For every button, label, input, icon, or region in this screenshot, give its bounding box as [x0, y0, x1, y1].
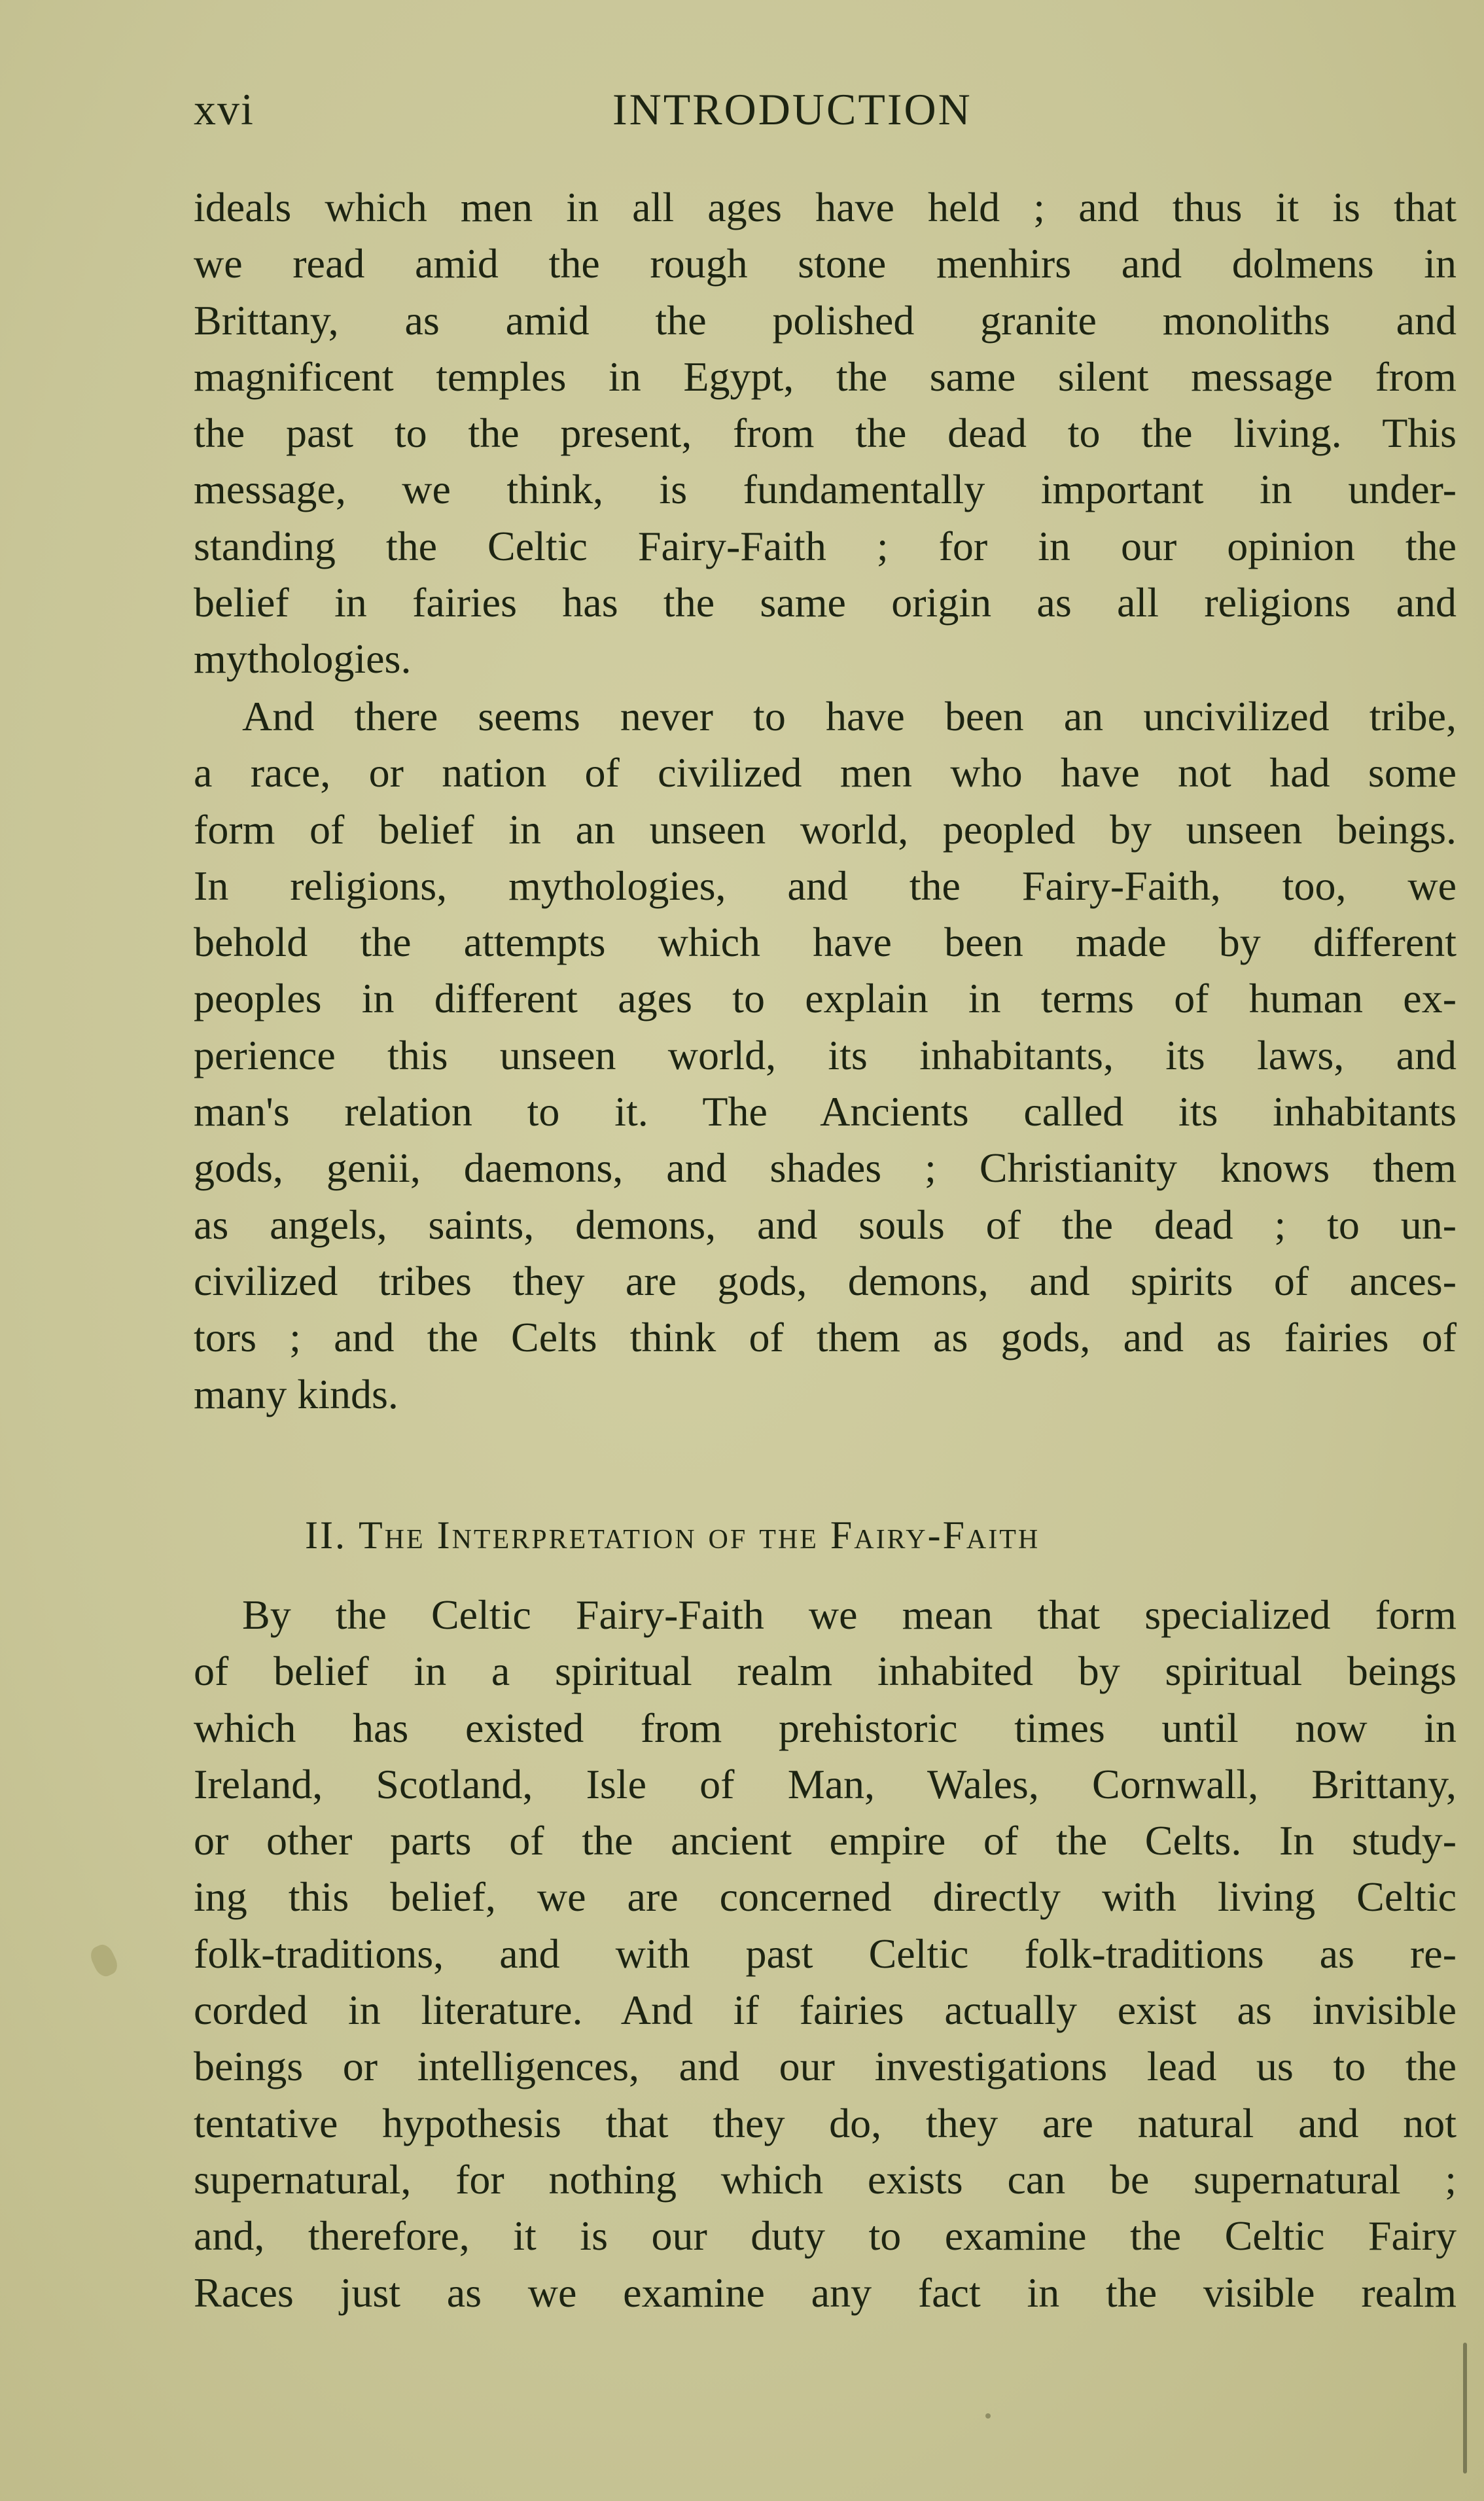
section-heading: [305, 1513, 1040, 1558]
text-line: supernatural, for nothing which exists can be supernatural ;: [194, 2155, 1457, 2203]
text-line: mythologies.: [194, 635, 412, 683]
text-line: tors ; and the Celts think of them as gods, and as fairies of: [194, 1314, 1457, 1361]
text-line: By the Celtic Fairy-Faith we mean that specialized form: [242, 1591, 1457, 1638]
text-line: beings or intelligences, and our investigations lead us to the: [194, 2043, 1457, 2090]
text-line: which has existed from prehistoric times until now in: [194, 1704, 1457, 1751]
text-line: man's relation to it. The Ancients called its inhabitants: [194, 1088, 1457, 1135]
text-line: or other parts of the ancient empire of the Celts. In study-: [194, 1817, 1457, 1864]
text-line: of belief in a spiritual realm inhabited by spiritual beings: [194, 1648, 1457, 1695]
text-line: peoples in different ages to explain in terms of human ex-: [194, 975, 1457, 1022]
text-line: form of belief in an unseen world, peopled by unseen beings.: [194, 806, 1457, 853]
text-line: folk-traditions, and with past Celtic folk-traditions as re-: [194, 1930, 1457, 1977]
text-line: ideals which men in all ages have held ; and thus it is that: [194, 184, 1457, 230]
ink-speck: [985, 2413, 991, 2419]
text-line: we read amid the rough stone menhirs and dolmens in: [194, 240, 1457, 287]
text-line: as angels, saints, demons, and souls of the dead ; to un-: [194, 1201, 1457, 1248]
text-line: message, we think, is fundamentally important in under-: [194, 466, 1457, 513]
text-line: Brittany, as amid the polished granite monoliths and: [194, 296, 1457, 344]
text-line: In religions, mythologies, and the Fairy-Faith, too, we: [194, 862, 1457, 909]
text-line: civilized tribes they are gods, demons, and spirits of ances-: [194, 1257, 1457, 1304]
text-line: and, therefore, it is our duty to examine the Celtic Fairy: [194, 2212, 1457, 2260]
text-line: corded in literature. And if fairies actually exist as invisible: [194, 1987, 1457, 2034]
text-line: the past to the present, from the dead to the living. This: [194, 410, 1457, 457]
section-number: II.: [305, 1514, 347, 1557]
text-line: magnificent temples in Egypt, the same silent message from: [194, 353, 1457, 400]
running-head: [194, 84, 1457, 149]
text-line: behold the attempts which have been made by different: [194, 919, 1457, 966]
running-title: INTRODUCTION: [612, 84, 972, 134]
text-line: standing the Celtic Fairy-Faith ; for in our opinion the: [194, 522, 1457, 569]
section-title: The Interpretation of the Fairy-Faith: [358, 1514, 1040, 1557]
text-line: perience this unseen world, its inhabitants, its laws, and: [194, 1031, 1457, 1078]
text-line: Ireland, Scotland, Isle of Man, Wales, Cornwall, Brittany,: [194, 1760, 1457, 1807]
text-line: Races just as we examine any fact in the visible realm: [194, 2269, 1457, 2316]
text-line: a race, or nation of civilized men who have not had some: [194, 749, 1457, 796]
text-line: ing this belief, we are concerned directly with living Celtic: [194, 1873, 1457, 1921]
paragraph-3: [194, 1587, 1457, 2321]
paragraph-2: [194, 688, 1457, 1423]
text-line: belief in fairies has the same origin as all religions and: [194, 579, 1457, 626]
text-line: many kinds.: [194, 1370, 398, 1417]
paragraph-1: [194, 179, 1457, 688]
text-line: gods, genii, daemons, and shades ; Christianity knows them: [194, 1144, 1457, 1192]
page-edge-mark: [1463, 2343, 1467, 2474]
page-number: xvi: [194, 84, 255, 134]
text-line: And there seems never to have been an uncivilized tribe,: [242, 693, 1457, 739]
text-line: tentative hypothesis that they do, they are natural and not: [194, 2099, 1457, 2146]
